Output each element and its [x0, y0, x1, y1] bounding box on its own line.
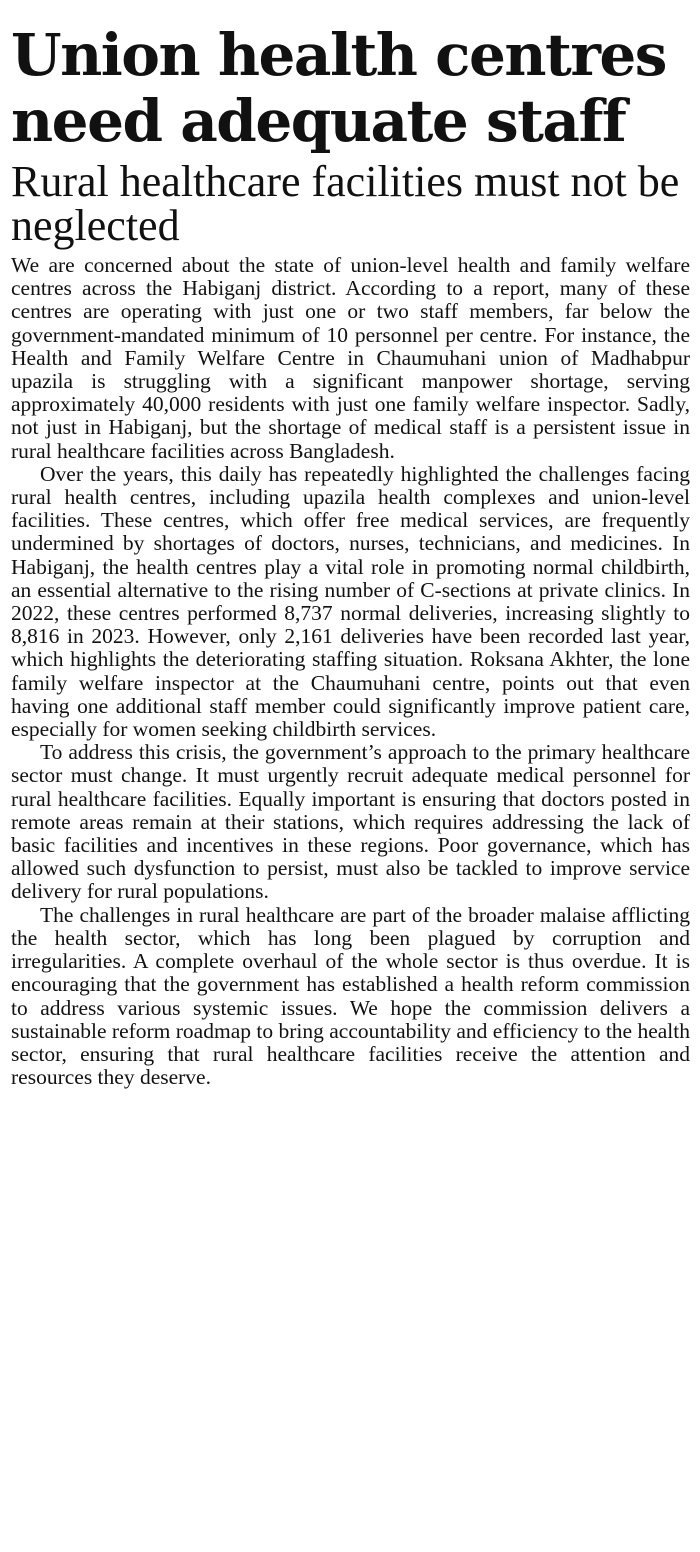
headline: Union health centres need adequate staff — [11, 21, 666, 155]
article-paragraph: The challenges in rural healthcare are part of the broader malaise afflicting the health sector, which has long been plagued by corruption and irregularities. A complete overhaul of the whole sector is thus overdue. It is encouraging that the government has established a health reform commission to address various systemic issues. We hope the commission delivers a sustainable reform roadmap to bring accountability and efficiency to the health sector, ensuring that rural healthcare facilities receive the attention and resources they deserve. — [11, 902, 691, 1090]
article-paragraph: To address this crisis, the government’s approach to the primary healthcare sector must change. It must urgently recruit adequate medical personnel for rural healthcare facilities. Equally important is ensuring that doctors posted in remote areas remain at their stations, which requires addressing the lack of basic facilities and incentives in these regions. Poor governance, which has allowed such dysfunction to persist, must also be tackled to improve service delivery for rural populations. — [11, 740, 690, 904]
subheadline: Rural healthcare facilities must not be neglected — [11, 157, 680, 250]
article-paragraph: We are concerned about the state of union-level health and family welfare centres across the Habiganj district. According to a report, many of these centres are operating with just one or two staff members, far below the government-mandated minimum of 10 personnel per centre. For instance, the Health and Family Welfare Centre in Chaumuhani union of Madhabpur upazila is struggling with a significant manpower shortage, serving approximately 40,000 residents with just one family welfare inspector. Sadly, not just in Habiganj, but the shortage of medical staff is a persistent issue in rural healthcare facilities across Bangladesh. — [11, 253, 690, 463]
article-body — [11, 254, 690, 1089]
article-paragraph: Over the years, this daily has repeatedly highlighted the challenges facing rural health centres, including upazila health complexes and union-level facilities. These centres, which offer free medical services, are frequently undermined by shortages of doctors, nurses, technicians, and medicines. In Habiganj, the health centres play a vital role in promoting normal childbirth, an essential alternative to the rising number of C-sections at private clinics. In 2022, these centres performed 8,737 normal deliveries, increasing slightly to 8,816 in 2023. However, only 2,161 deliveries have been recorded last year, which highlights the deteriorating staffing situation. Roksana Akhter, the lone family welfare inspector at the Chaumuhani centre, points out that even having one additional staff member could significantly improve patient care, especially for women seeking childbirth services. — [11, 461, 690, 742]
